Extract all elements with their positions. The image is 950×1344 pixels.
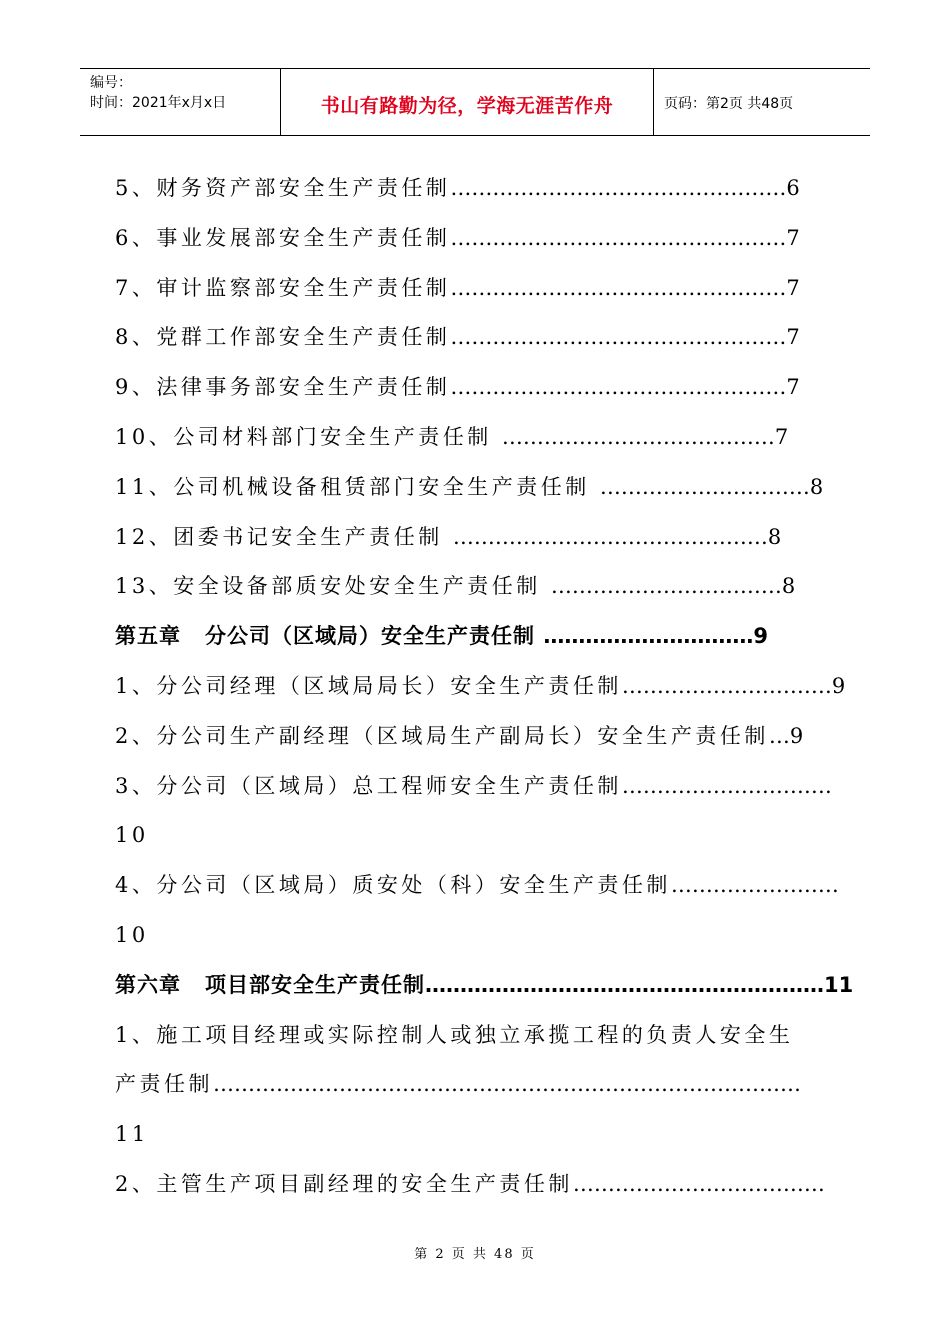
toc-entry-title: 产责任制 bbox=[115, 1072, 213, 1097]
toc-entry bbox=[115, 865, 839, 915]
toc-leader-dots: ………………………… bbox=[621, 773, 832, 798]
toc-entry-title: 10 bbox=[115, 922, 149, 947]
toc-entry bbox=[115, 517, 835, 567]
toc-page-number: 7 bbox=[774, 424, 789, 449]
header-motto-cell bbox=[281, 69, 654, 135]
toc-entry bbox=[115, 367, 835, 417]
toc-entry bbox=[115, 1015, 835, 1065]
toc-entry-title: 第五章 bbox=[115, 624, 181, 649]
toc-chapter-title: 项目部安全生产责任制 bbox=[205, 972, 425, 997]
toc-leader-dots: ………………………………………… bbox=[450, 275, 787, 300]
toc-leader-dots: ……………………………… bbox=[572, 1171, 825, 1196]
toc-entry-title: 7、审计监察部安全生产责任制 bbox=[115, 275, 451, 300]
toc-chapter-title: 分公司（区域局）安全生产责任制 bbox=[205, 624, 544, 649]
table-of-contents bbox=[115, 168, 854, 1214]
toc-entry bbox=[115, 766, 835, 816]
toc-entry-title: 2、主管生产项目副经理的安全生产责任制 bbox=[115, 1171, 573, 1196]
toc-leader-dots: …………………… bbox=[670, 873, 839, 898]
toc-entry bbox=[115, 1164, 835, 1214]
toc-entry-title: 9、法律事务部安全生产责任制 bbox=[115, 375, 451, 400]
toc-entry-title: 11 bbox=[115, 1122, 149, 1147]
toc-entry bbox=[115, 1064, 835, 1114]
toc-leader-dots: ………………………………………… bbox=[450, 176, 787, 200]
toc-leader-dots: … bbox=[768, 723, 790, 748]
toc-entry bbox=[115, 716, 835, 766]
toc-entry-title: 10、公司材料部门安全生产责任制 bbox=[115, 424, 502, 449]
toc-entry bbox=[115, 467, 835, 517]
document-time: 时间：2021年x月x日 bbox=[90, 95, 227, 111]
document-number: 编号： bbox=[90, 75, 132, 91]
toc-chapter bbox=[115, 965, 854, 1015]
toc-leader-dots: ………………………… bbox=[599, 474, 810, 499]
toc-entry-title: 13、安全设备部质安处安全生产责任制 bbox=[115, 574, 551, 599]
toc-page-number: 7 bbox=[786, 375, 800, 400]
toc-entry-title: 12、团委书记安全生产责任制 bbox=[115, 524, 453, 549]
toc-entry-title: 1、施工项目经理或实际控制人或独立承揽工程的负责人安全生 bbox=[115, 1022, 794, 1047]
toc-leader-dots: ………………………………………………… bbox=[425, 972, 824, 997]
toc-entry bbox=[115, 168, 835, 218]
toc-entry-title: 6、事业发展部安全生产责任制 bbox=[115, 225, 451, 250]
toc-page-number: 8 bbox=[781, 574, 796, 599]
toc-leader-dots: ………………………… bbox=[543, 624, 754, 649]
toc-leader-dots: …………………………… bbox=[550, 574, 782, 599]
toc-leader-dots: ……………………………………… bbox=[452, 524, 768, 549]
toc-entry-title: 第六章 bbox=[115, 972, 181, 997]
toc-page-number: 9 bbox=[789, 723, 804, 748]
toc-page-number: 6 bbox=[786, 176, 800, 200]
toc-entry-title: 11、公司机械设备租赁部门安全生产责任制 bbox=[115, 474, 600, 499]
toc-entry-title: 1、分公司经理（区域局局长）安全生产责任制 bbox=[115, 673, 622, 698]
toc-page-number: 7 bbox=[786, 225, 800, 250]
toc-leader-dots: ………………………………………… bbox=[450, 375, 787, 400]
toc-page-number: 9 bbox=[753, 624, 768, 649]
toc-page-number: 7 bbox=[786, 325, 800, 350]
toc-entry bbox=[115, 666, 846, 716]
toc-entry bbox=[115, 317, 835, 367]
toc-page-number: 9 bbox=[831, 673, 846, 698]
toc-entry-title: 2、分公司生产副经理（区域局生产副局长）安全生产责任制 bbox=[115, 723, 769, 748]
toc-entry bbox=[115, 915, 835, 965]
toc-leader-dots: ………………………………………………………………………… bbox=[213, 1072, 801, 1097]
toc-leader-dots: ………………………… bbox=[621, 673, 832, 698]
toc-leader-dots: ………………………………………… bbox=[450, 225, 787, 250]
toc-entry bbox=[115, 268, 835, 318]
header-info-cell bbox=[80, 69, 281, 135]
header-motto: 书山有路勤为径，学海无涯苦作舟 bbox=[320, 94, 614, 117]
toc-entry bbox=[115, 815, 835, 865]
header-page-code: 页码：第2页 共48页 bbox=[664, 96, 794, 112]
toc-entry bbox=[115, 417, 835, 467]
toc-leader-dots: ………………………………………… bbox=[450, 325, 787, 350]
toc-page-number: 8 bbox=[767, 524, 782, 549]
toc-entry-title: 10 bbox=[115, 823, 149, 848]
toc-page-number: 8 bbox=[809, 474, 824, 499]
toc-entry bbox=[115, 218, 835, 268]
page-header bbox=[80, 68, 870, 136]
toc-page-number: 11 bbox=[824, 972, 854, 997]
toc-entry bbox=[115, 566, 835, 616]
toc-entry bbox=[115, 1114, 835, 1164]
toc-page-number: 7 bbox=[786, 275, 800, 300]
toc-leader-dots: ………………………………… bbox=[501, 424, 775, 449]
toc-entry-title: 4、分公司（区域局）质安处（科）安全生产责任制 bbox=[115, 873, 671, 898]
toc-entry-title: 5、财务资产部安全生产责任制 bbox=[115, 176, 451, 200]
toc-entry-title: 3、分公司（区域局）总工程师安全生产责任制 bbox=[115, 773, 622, 798]
toc-chapter bbox=[115, 616, 835, 666]
toc-entry-title: 8、党群工作部安全生产责任制 bbox=[115, 325, 451, 350]
page-footer: 第 2 页 共 48 页 bbox=[414, 1247, 536, 1262]
